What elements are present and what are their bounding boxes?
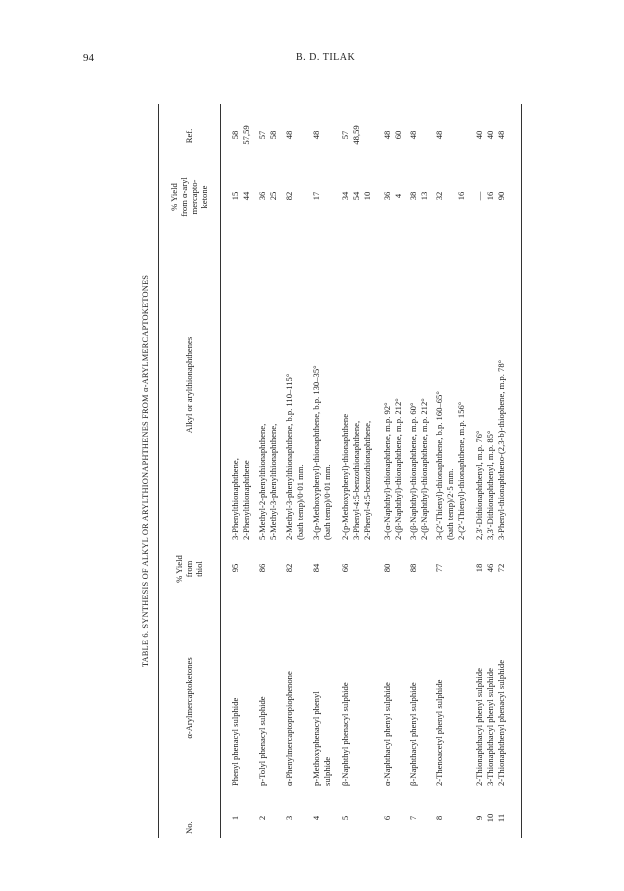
- cell-product: [257, 228, 279, 540]
- cell-product-line: 3-Phenyl-4:5-benzothionaphthene,: [351, 420, 361, 540]
- cell-ketone: [496, 596, 507, 786]
- cell-ketone-line: 2-Thenoacetyl phenyl sulphide: [434, 679, 444, 786]
- cell-no-line: 3: [284, 815, 294, 821]
- cell-yield-ketone-line: [445, 176, 456, 216]
- cell-no: [434, 798, 445, 838]
- cell-yield-ketone-line: 16: [456, 191, 466, 201]
- header-no: No.: [184, 821, 195, 834]
- cell-product: [408, 228, 430, 540]
- cell-yield-thiol: [311, 550, 322, 586]
- cell-ref-line: 58: [268, 130, 278, 140]
- cell-yield-thiol-line: 86: [257, 563, 267, 573]
- cell-product-line: 3-Phenyl-thionaphtheno-(2,3-b)-thiophene, m.p. 78°: [496, 359, 506, 540]
- cell-product-line: (bath temp)/0·01 mm.: [295, 464, 305, 540]
- cell-yield-ketone-line: —: [474, 191, 484, 201]
- cell-ref-line: 48: [434, 130, 444, 140]
- cell-ketone-line: α-Phenylmercaptopropiophenone: [284, 671, 294, 786]
- cell-ref: [257, 108, 279, 162]
- cell-ketone-line: p-Tolyl phenacyl sulphide: [257, 696, 267, 786]
- cell-product-line: 2-(β-Naphthyl)-thionaphthene, m.p. 212°: [419, 398, 429, 540]
- cell-ketone: [485, 596, 496, 786]
- cell-yield-ketone-line: 44: [241, 191, 251, 201]
- cell-ref: [474, 108, 485, 162]
- cell-product-line: 3-(p-Methoxyphenyl)-thionaphthene, b.p. 130–35°: [311, 365, 321, 540]
- cell-yield-thiol: [257, 550, 268, 586]
- cell-ketone-line: Phenyl phenacyl sulphide: [230, 697, 240, 786]
- cell-yield-ketone-line: 10: [362, 191, 372, 201]
- cell-product-line: 3-(β-Naphthyl)-thionaphthene, m.p. 60°: [408, 402, 418, 540]
- cell-no: [340, 798, 351, 838]
- cell-yield-ketone-line: 36: [382, 191, 392, 201]
- cell-ref-line: 40: [474, 130, 484, 140]
- cell-yield-ketone: [284, 176, 295, 216]
- table-row: [434, 104, 466, 838]
- cell-ref-line: 48: [311, 130, 321, 140]
- cell-product-line: 5-Methyl-2-phenylthionaphthene,: [257, 423, 267, 540]
- cell-yield-ketone-line: 16: [485, 191, 495, 201]
- cell-product-line: 3-(2′-Thienyl)-thionaphthene, b.p. 160–65°: [434, 391, 444, 540]
- cell-yield-ketone-line: 15: [230, 191, 240, 201]
- cell-ketone-line: sulphide: [322, 756, 332, 786]
- table-row: [311, 104, 337, 838]
- cell-ketone-line: β-Naphthyl phenacyl sulphide: [340, 682, 350, 786]
- cell-ketone: [408, 596, 419, 786]
- table-row: [230, 104, 256, 838]
- cell-product: [485, 228, 496, 540]
- cell-yield-ketone-line: 34: [340, 191, 350, 201]
- cell-ref-line: 60: [393, 130, 403, 140]
- cell-yield-thiol: [284, 550, 295, 586]
- cell-ketone: [284, 596, 295, 786]
- table-row: [340, 104, 372, 838]
- table-row: [257, 104, 283, 838]
- cell-ref: [230, 108, 252, 162]
- cell-ref: [408, 108, 419, 162]
- cell-yield-thiol: [496, 550, 507, 586]
- header-product: Alkyl or arylthionaphthenes: [184, 336, 195, 434]
- cell-ketone-line: 3-Thionaphthacyl phenyl sulphide: [485, 668, 495, 786]
- cell-yield-thiol: [382, 550, 393, 586]
- cell-ref: [284, 108, 295, 162]
- rotated-table: [137, 104, 524, 838]
- cell-ref-line: 40: [485, 130, 495, 140]
- cell-ketone: [474, 596, 485, 786]
- cell-yield-thiol: [485, 550, 496, 586]
- cell-product: [340, 228, 373, 540]
- cell-ketone-line: α-Naphthacyl phenyl sulphide: [382, 682, 392, 786]
- cell-product-line: 2-(β-Naphthyl)-thionaphthene, m.p. 212°: [393, 398, 403, 540]
- cell-ref-line: 48: [284, 130, 294, 140]
- cell-no-line: 5: [340, 815, 350, 821]
- cell-ketone: [257, 596, 268, 786]
- cell-ketone-line: 2-Thionaphthacyl phenyl sulphide: [474, 668, 484, 786]
- header-yield-thiol: % Yield from thiol: [174, 555, 204, 583]
- cell-yield-thiol-line: 82: [284, 563, 294, 573]
- cell-product: [382, 228, 404, 540]
- cell-product-line: 3-(α-Naphthyl)-thionaphthene, m.p. 92°: [382, 402, 392, 540]
- cell-no-line: 2: [257, 815, 267, 821]
- cell-yield-ketone: [474, 176, 485, 216]
- cell-ref-line: 58: [230, 130, 240, 140]
- cell-yield-ketone-line: 4: [393, 193, 403, 199]
- cell-product: [496, 228, 507, 540]
- cell-yield-thiol-line: 88: [408, 563, 418, 573]
- cell-no: [382, 798, 393, 838]
- cell-yield-ketone: [311, 176, 322, 216]
- cell-ref-line: 57,59: [241, 125, 251, 145]
- cell-no: [230, 798, 241, 838]
- cell-product: [284, 228, 306, 540]
- cell-yield-ketone: [408, 176, 430, 216]
- cell-product-line: 3,3′-Dithionaphthenyl, m.p. 85°: [485, 430, 495, 540]
- cell-yield-ketone-line: 25: [268, 191, 278, 201]
- cell-no-line: 1: [230, 815, 240, 821]
- cell-yield-ketone-line: 90: [496, 191, 506, 201]
- cell-product: [434, 228, 467, 540]
- running-head: B. D. TILAK: [296, 52, 356, 63]
- cell-product: [474, 228, 485, 540]
- cell-ref: [485, 108, 496, 162]
- cell-product-line: 2-Phenylthionaphthene: [241, 460, 251, 540]
- cell-yield-thiol-line: 66: [340, 563, 350, 573]
- cell-yield-thiol: [230, 550, 241, 586]
- cell-product-line: 2-Phenyl-4:5-benzothionaphthene,: [362, 420, 372, 540]
- cell-yield-ketone-line: 82: [284, 191, 294, 201]
- cell-ref: [434, 108, 445, 162]
- cell-ref-line: 57: [257, 130, 267, 140]
- cell-no: [311, 798, 322, 838]
- cell-no: [485, 798, 496, 838]
- cell-no-line: 9: [474, 815, 484, 821]
- cell-no: [474, 798, 485, 838]
- cell-product-line: 5-Methyl-3-phenylthionaphthene,: [268, 423, 278, 540]
- cell-yield-ketone-line: 38: [408, 191, 418, 201]
- header-yield-ketone: % Yield from α-aryl mercapto- ketone: [169, 177, 209, 217]
- cell-no: [408, 798, 419, 838]
- cell-yield-thiol-line: 46: [485, 563, 495, 573]
- cell-yield-ketone: [340, 176, 373, 216]
- cell-product-line: (bath temp)/2·5 mm.: [445, 468, 455, 540]
- header-rule: [220, 104, 221, 838]
- cell-ref-line: 48: [496, 130, 506, 140]
- page-number: 94: [83, 52, 94, 64]
- cell-ketone-line: β-Naphthacyl phenyl sulphide: [408, 682, 418, 786]
- cell-yield-ketone-line: 36: [257, 191, 267, 201]
- cell-ketone-line: p-Methoxyphenacyl phenyl: [311, 691, 321, 786]
- cell-no-line: 7: [408, 815, 418, 821]
- cell-yield-ketone-line: 32: [434, 191, 444, 201]
- cell-no: [284, 798, 295, 838]
- cell-yield-ketone-line: 54: [351, 191, 361, 201]
- cell-product-line: 2-Methyl-3-phenylthionaphthene, b.p. 110–115°: [284, 373, 294, 540]
- cell-product-line: 2,3′-Dithionaphthenyl, m.p. 76°: [474, 430, 484, 540]
- cell-ketone: [230, 596, 241, 786]
- cell-product: [230, 228, 252, 540]
- cell-product-line: 2-(p-Methoxyphenyl)-thionaphthene: [340, 413, 350, 540]
- cell-ref-line: 48: [408, 130, 418, 140]
- cell-no-line: 11: [496, 813, 506, 823]
- cell-yield-thiol-line: 95: [230, 563, 240, 573]
- cell-yield-thiol: [474, 550, 485, 586]
- cell-ref-line: 48: [382, 130, 392, 140]
- table-row: [496, 104, 522, 838]
- table-row: [284, 104, 310, 838]
- table-row: [408, 104, 434, 838]
- header-ref: Ref.: [184, 128, 195, 144]
- table-top-rule: [158, 104, 159, 838]
- cell-no-line: 10: [485, 813, 495, 823]
- cell-no: [257, 798, 268, 838]
- cell-ref-line: 57: [340, 130, 350, 140]
- cell-no: [496, 798, 507, 838]
- cell-yield-thiol-line: 72: [496, 563, 506, 573]
- cell-yield-thiol-line: 84: [311, 563, 321, 573]
- cell-no-line: 4: [311, 815, 321, 821]
- cell-yield-ketone-line: 17: [311, 191, 321, 201]
- cell-ketone: [311, 596, 333, 786]
- cell-yield-ketone: [382, 176, 404, 216]
- cell-ketone: [434, 596, 445, 786]
- cell-yield-ketone: [496, 176, 507, 216]
- cell-product-line: (bath temp)/0·01 mm.: [322, 464, 332, 540]
- cell-yield-thiol: [434, 550, 445, 586]
- cell-product: [311, 228, 333, 540]
- cell-yield-thiol: [340, 550, 351, 586]
- table-bottom-rule: [521, 104, 522, 838]
- cell-yield-thiol-line: 77: [434, 563, 444, 573]
- cell-yield-thiol: [408, 550, 419, 586]
- cell-ref-line: 48,59: [351, 125, 361, 145]
- cell-product-line: 2-(2′-Thienyl)-thionaphthene, m.p. 156°: [456, 401, 466, 540]
- cell-yield-thiol-line: 18: [474, 563, 484, 573]
- cell-ref: [382, 108, 404, 162]
- cell-yield-thiol-line: 80: [382, 563, 392, 573]
- cell-yield-ketone: [257, 176, 279, 216]
- cell-product-line: 3-Phenylthionaphthene,: [230, 458, 240, 540]
- cell-ketone: [382, 596, 393, 786]
- cell-yield-ketone: [485, 176, 496, 216]
- table-caption: TABLE 6. SYNTHESIS OF ALKYL OR ARYLTHIONAPHTHENES FROM α-ARYLMERCAPTOKETONES: [141, 274, 150, 668]
- cell-yield-ketone: [434, 176, 467, 216]
- cell-ketone: [340, 596, 351, 786]
- table-row: [382, 104, 408, 838]
- cell-ketone-line: 2-Thionaphthenyl phenacyl sulphide: [496, 659, 506, 786]
- cell-no-line: 8: [434, 815, 444, 821]
- header-ketone: α-Arylmercaptoketones: [184, 657, 195, 739]
- cell-yield-ketone: [230, 176, 252, 216]
- cell-ref: [340, 108, 362, 162]
- cell-ref: [496, 108, 507, 162]
- cell-no-line: 6: [382, 815, 392, 821]
- cell-ref: [311, 108, 322, 162]
- cell-yield-ketone-line: 13: [419, 191, 429, 201]
